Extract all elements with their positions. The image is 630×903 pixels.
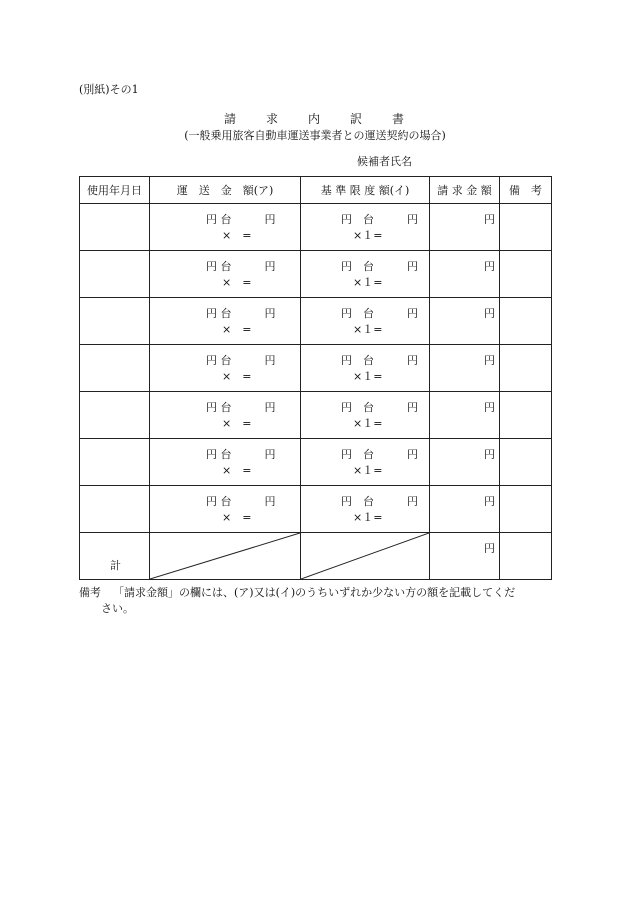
table-row: [80, 251, 552, 298]
claim-cell[interactable]: [430, 204, 500, 251]
candidate-name-label: 候補者氏名: [357, 155, 412, 168]
standard-cell[interactable]: [301, 345, 430, 392]
fare-cell[interactable]: [150, 204, 301, 251]
header-fare: 運 送 金 額(ア): [150, 177, 301, 204]
claim-yen: 円: [484, 495, 495, 508]
header-remarks: 備 考: [500, 177, 552, 204]
total-label-cell: [80, 533, 150, 580]
fare-line-2: × =: [222, 417, 252, 430]
remarks-cell[interactable]: [500, 251, 552, 298]
fare-line-1: 円 台 円: [206, 260, 276, 273]
standard-line-1: 円 台 円: [341, 401, 418, 414]
standard-line-1: 円 台 円: [341, 213, 418, 226]
standard-cell[interactable]: [301, 439, 430, 486]
fare-line-1: 円 台 円: [206, 354, 276, 367]
header-standard-limit: 基 準 限 度 額(イ): [301, 177, 430, 204]
standard-cell[interactable]: [301, 251, 430, 298]
note-line-1: 「請求金額」の欄には、(ア)又は(イ)のうちいずれか少ない方の額を記載してくだ: [113, 586, 516, 599]
standard-line-1: 円 台 円: [341, 354, 418, 367]
remarks-cell[interactable]: [500, 486, 552, 533]
claim-cell[interactable]: [430, 439, 500, 486]
standard-line-2: ×１=: [353, 417, 383, 430]
total-claim-yen: 円: [484, 542, 495, 555]
remarks-cell[interactable]: [500, 392, 552, 439]
fare-line-2: × =: [222, 370, 252, 383]
note-head: 備考: [79, 586, 101, 599]
fare-line-1: 円 台 円: [206, 448, 276, 461]
fare-cell[interactable]: [150, 392, 301, 439]
total-label: 計: [110, 559, 121, 572]
header-date: 使用年月日: [80, 177, 150, 204]
claim-yen: 円: [484, 307, 495, 320]
claim-yen: 円: [484, 213, 495, 226]
claim-cell[interactable]: [430, 298, 500, 345]
date-cell[interactable]: [80, 392, 150, 439]
standard-line-2: ×１=: [353, 464, 383, 477]
fare-line-2: × =: [222, 229, 252, 242]
standard-cell[interactable]: [301, 204, 430, 251]
fare-line-2: × =: [222, 276, 252, 289]
header-claim-amount: 請 求 金 額: [430, 177, 500, 204]
fare-cell[interactable]: [150, 298, 301, 345]
claim-cell[interactable]: [430, 392, 500, 439]
document-title: 請 求 内 訳 書: [223, 112, 406, 126]
fare-line-1: 円 台 円: [206, 307, 276, 320]
standard-line-2: ×１=: [353, 229, 383, 242]
claim-yen: 円: [484, 401, 495, 414]
date-cell[interactable]: [80, 204, 150, 251]
fare-line-1: 円 台 円: [206, 213, 276, 226]
standard-line-1: 円 台 円: [341, 448, 418, 461]
standard-line-1: 円 台 円: [341, 495, 418, 508]
standard-cell[interactable]: [301, 486, 430, 533]
table-row: [80, 392, 552, 439]
total-remarks-cell: [500, 533, 552, 580]
total-fare-cell: [150, 533, 301, 580]
claim-yen: 円: [484, 354, 495, 367]
standard-cell[interactable]: [301, 298, 430, 345]
date-cell[interactable]: [80, 298, 150, 345]
standard-cell[interactable]: [301, 392, 430, 439]
standard-line-2: ×１=: [353, 370, 383, 383]
table-row: [80, 345, 552, 392]
date-cell[interactable]: [80, 251, 150, 298]
fare-line-2: × =: [222, 323, 252, 336]
diagonal-strike: [150, 533, 300, 579]
note-line-2: さい。: [101, 602, 134, 615]
remarks-cell[interactable]: [500, 204, 552, 251]
diagonal-strike: [301, 533, 429, 579]
table-row: [80, 204, 552, 251]
date-cell[interactable]: [80, 345, 150, 392]
standard-line-2: ×１=: [353, 276, 383, 289]
total-standard-cell: [301, 533, 430, 580]
claim-cell[interactable]: [430, 486, 500, 533]
standard-line-1: 円 台 円: [341, 260, 418, 273]
fare-line-1: 円 台 円: [206, 401, 276, 414]
standard-line-2: ×１=: [353, 323, 383, 336]
fare-line-1: 円 台 円: [206, 495, 276, 508]
standard-line-2: ×１=: [353, 511, 383, 524]
table-row: [80, 439, 552, 486]
claim-yen: 円: [484, 448, 495, 461]
table-header-row: [80, 177, 552, 204]
remarks-cell[interactable]: [500, 298, 552, 345]
claim-cell[interactable]: [430, 345, 500, 392]
fare-cell[interactable]: [150, 439, 301, 486]
fare-cell[interactable]: [150, 486, 301, 533]
standard-line-1: 円 台 円: [341, 307, 418, 320]
claim-cell[interactable]: [430, 251, 500, 298]
table-row: [80, 486, 552, 533]
claim-yen: 円: [484, 260, 495, 273]
remarks-cell[interactable]: [500, 439, 552, 486]
remarks-note: [79, 585, 559, 617]
table-row: [80, 298, 552, 345]
claim-breakdown-table: [79, 176, 552, 580]
fare-cell[interactable]: [150, 251, 301, 298]
total-claim-cell: [430, 533, 500, 580]
document-subtitle: (一般乗用旅客自動車運送事業者との運送契約の場合): [184, 129, 446, 142]
remarks-cell[interactable]: [500, 345, 552, 392]
date-cell[interactable]: [80, 439, 150, 486]
fare-cell[interactable]: [150, 345, 301, 392]
date-cell[interactable]: [80, 486, 150, 533]
fare-line-2: × =: [222, 464, 252, 477]
total-row: [80, 533, 552, 580]
form-label: (別紙)その1: [79, 83, 139, 96]
fare-line-2: × =: [222, 511, 252, 524]
